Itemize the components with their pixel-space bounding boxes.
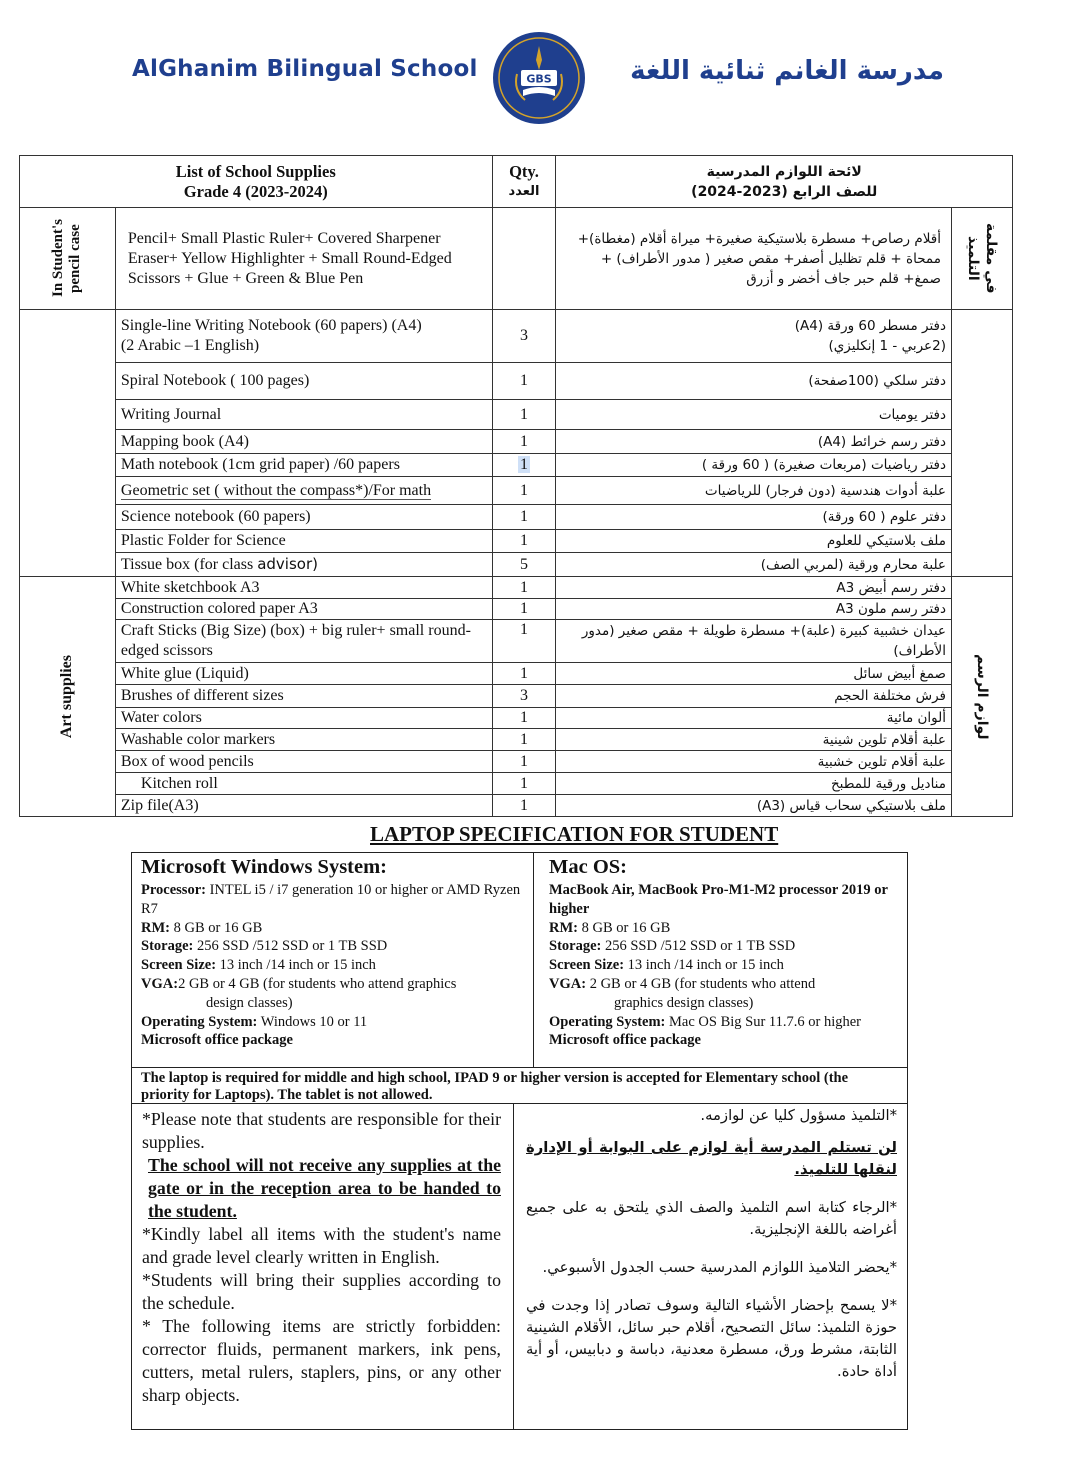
table-row [20,310,1013,363]
general-right-spacer [951,310,1012,577]
notes-box [131,1103,908,1430]
item-ar-line1: دفتر مسطر 60 ورقة (A4) [794,318,946,334]
item-ar-line2: (2عربي - 1 إنكليزي) [828,338,946,354]
school-name-ar: مدرسة الغانم ثنائية اللغة [630,56,944,86]
art-item-en: Water colors [115,708,492,729]
note-en-3: *Kindly label all items with the student's name and grade level clearly written in English. [142,1224,501,1267]
table-row [20,454,1013,477]
art-item-ar: مناديل ورقية للمطبخ [556,773,952,795]
list-title-en: List of School Supplies [175,161,336,181]
item-en-text-b: advisor) [257,555,318,573]
item-en-line1: Single-line Writing Notebook (60 papers) (A4) [120,317,422,334]
item-en-line2: (2 Arabic –1 English) [120,337,260,354]
table-row [20,553,1013,577]
school-name-en: AlGhanim Bilingual School [132,56,478,82]
art-item-en: White sketchbook A3 [115,577,492,599]
art-item-qty: 3 [492,685,556,708]
header-qty-cell [492,156,556,208]
item-en [115,553,492,577]
value: INTEL i5 / i7 generation 10 or higher or AMD Ryzen R7 [141,882,521,917]
item-qty: 1 [492,505,556,530]
art-item-ar: ألوان مائية [556,708,952,729]
art-item-qty: 1 [492,599,556,620]
table-row [20,505,1013,530]
value: 2 GB or 4 GB (for students who attend graphics [178,975,457,992]
item-en-text: Geometric set ( without the compass*)/For math [120,481,432,499]
item-ar: دفتر رياضيات (مربعات صغيرة) ( 60 ورقة ) [556,454,952,477]
win-storage [141,937,533,956]
pencil-case-label-en: In Student's pencil case [50,219,84,298]
table-row [20,685,1013,708]
note-en-1: *Please note that students are responsible for their supplies. [142,1109,501,1152]
list-title-ar: لائحة اللوازم المدرسية [706,163,862,180]
item-en: Writing Journal [115,400,492,430]
art-item-en: Box of wood pencils [115,751,492,773]
art-item-ar: صمغ أبيض سائل [556,663,952,685]
art-item-en: Craft Sticks (Big Size) (box) + big ruler+ small round-edged scissors [115,620,492,663]
pencil-case-items-ar: أقلام رصاص+ مسطرة بلاستيكية صغيرة+ ميراة أقلام (مغطاة)+ ممحاة + قلم تظليل أصفر+ مقص صغير ( مدور الأطراف) + صمغ+ قلم حبر جاف أخضر و أزرق [556,208,952,310]
table-row [20,773,1013,795]
note-ar-3: *الرجاء كتابة اسم التلميذ والصف الذي يلتحق به على جميع أغراضه باللغة الإنجليزية. [526,1199,897,1238]
win-rm [141,919,533,938]
mac-spec [534,853,907,1067]
art-item-en: Zip file(A3) [115,795,492,817]
note-en-4: *Students will bring their supplies according to the schedule. [142,1270,501,1313]
value: 2 GB or 4 GB (for students who attend [586,975,816,992]
note-ar-2: لن تستلم المدرسة أية لوازم على البوابة أو الإدارة لنقلها للتلميذ. [526,1139,897,1178]
art-label-cell [20,577,116,817]
label: VGA: [141,975,179,992]
item-en [115,310,492,363]
label: Storage: [549,938,602,955]
win-processor [141,881,533,919]
art-item-qty: 1 [492,577,556,599]
item-ar: دفتر سلكي (100صفحة) [556,363,952,400]
header-en-cell [20,156,493,208]
item-qty: 1 [492,430,556,454]
table-row [20,751,1013,773]
label: RM: [549,919,578,936]
art-item-qty: 1 [492,620,556,663]
qty-label-en: Qty. [509,161,539,181]
art-label-ar-cell [951,577,1012,817]
art-item-qty: 1 [492,663,556,685]
art-item-en: White glue (Liquid) [115,663,492,685]
label: Operating System: [141,1013,258,1030]
value: Microsoft office package [141,1032,293,1049]
grade-ar: للصف الرابع (2023-2024) [691,183,878,200]
art-item-ar: عيدان خشبية كبيرة (علبة)+ مسطرة طويلة + مقص صغير (مدور الأطراف) [556,620,952,663]
pencil-case-row [20,208,1013,310]
label: Screen Size: [141,957,217,974]
table-row [20,530,1013,553]
value: Mac OS Big Sur 11.7.6 or higher [665,1013,861,1030]
table-row [20,708,1013,729]
pencil-case-label-cell [20,208,116,310]
table-row [20,477,1013,505]
laptop-footer-note: The laptop is required for middle and high school, IPAD 9 or higher version is accepted for Elementary school (the priority for Laptops). The tablet is not allowed. [132,1067,907,1103]
label: Screen Size: [549,957,625,974]
item-en: Science notebook (60 papers) [115,505,492,530]
value: 13 inch /14 inch or 15 inch [216,957,376,974]
art-item-qty: 1 [492,773,556,795]
mac-rm [549,919,907,938]
item-qty: 5 [492,553,556,577]
mac-heading: Mac OS: [549,856,627,878]
value: MacBook Air, MacBook Pro-M1-M2 processor 2019 or higher [549,882,888,917]
art-item-en: Kitchen roll [115,773,492,795]
art-item-qty: 1 [492,708,556,729]
item-ar: دفتر يوميات [556,400,952,430]
value: Windows 10 or 11 [257,1013,368,1030]
mac-vga [549,975,907,994]
table-row [20,363,1013,400]
laptop-spec-box [131,852,908,1104]
art-item-en: Brushes of different sizes [115,685,492,708]
note-ar-1: *التلميذ مسؤول كليا عن لوازمه. [700,1107,897,1124]
art-label-ar: لوازم الرسم [973,653,990,740]
table-row [20,729,1013,751]
pencil-case-items-en: Pencil+ Small Plastic Ruler+ Covered Sharpener Eraser+ Yellow Highlighter + Small Round-Edged Scissors + Glue + Green & Blue Pen [115,208,492,310]
value: 8 GB or 16 GB [170,919,263,936]
item-qty: 1 [492,363,556,400]
item-qty: 1 [492,530,556,553]
win-os [141,1013,533,1032]
item-ar: ملف بلاستيكي للعلوم [556,530,952,553]
art-item-qty: 1 [492,751,556,773]
item-en: Spiral Notebook ( 100 pages) [115,363,492,400]
table-row [20,620,1013,663]
label: VGA: [549,975,587,992]
grade-en: Grade 4 (2023-2024) [183,181,328,201]
art-item-ar: دفتر رسم أبيض A3 [556,577,952,599]
art-item-ar: ملف بلاستيكي سحاب قياس (A3) [556,795,952,817]
notes-en [132,1103,514,1429]
header-ar-cell [556,156,1013,208]
item-en: Math notebook (1cm grid paper) /60 papers [115,454,492,477]
note-en-2: The school will not receive any supplies at the gate or in the reception area to be handed to the student. [148,1155,501,1221]
table-row [20,599,1013,620]
notes-ar [514,1103,907,1429]
note-en-5: * The following items are strictly forbidden: corrector fluids, permanent markers, ink pens, cutters, metal rulers, staplers, pins, or any other sharp objects. [142,1316,501,1405]
art-label-en: Art supplies [58,654,76,739]
label: RM: [141,919,170,936]
label: Storage: [141,938,194,955]
value: 256 SSD /512 SSD or 1 TB SSD [601,938,796,955]
qty-label-ar: العدد [508,183,540,199]
table-row [20,577,1013,599]
table-row [20,663,1013,685]
logo-text: GBS [526,72,552,86]
item-ar [556,310,952,363]
school-logo [491,30,587,126]
win-vga [141,975,533,994]
item-en: Plastic Folder for Science [115,530,492,553]
windows-spec [132,853,534,1067]
mac-os [549,1013,907,1032]
mac-vga-line2: graphics design classes) [614,994,754,1011]
item-en-text: Tissue box (for class [120,556,258,573]
note-ar-5: *لا يسمح بإحضار الأشياء التالية وسوف تصادر إذا وجدت في حوزة التلميذ: سائل التصحيح، أقلام حبر سائل، الأقلام الشينية الثابتة، مشرط ورق، مسطرة معدنية، دباسة و دبابيس، أو أية أداة حادة. [526,1297,897,1380]
art-item-ar: دفتر رسم ملون A3 [556,599,952,620]
pencil-case-label-ar-cell [951,208,1012,310]
item-qty: 1 [492,400,556,430]
mac-processor [549,881,907,919]
win-vga-line2: design classes) [206,994,293,1011]
item-qty: 3 [492,310,556,363]
table-row [20,400,1013,430]
art-item-qty: 1 [492,729,556,751]
pencil-case-label-ar: في مقلمة التلميذ [964,223,999,294]
item-qty: 1 [492,477,556,505]
art-item-en: Washable color markers [115,729,492,751]
mac-office [549,1031,907,1050]
art-item-qty: 1 [492,795,556,817]
value: 13 inch /14 inch or 15 inch [624,957,784,974]
art-item-ar: فرش مختلفة الحجم [556,685,952,708]
value: Microsoft office package [549,1032,701,1049]
general-left-spacer [20,310,116,577]
item-qty [492,454,556,477]
windows-heading: Microsoft Windows System: [141,856,387,878]
table-row [20,430,1013,454]
art-item-ar: علبة أقلام تلوين شينية [556,729,952,751]
mac-storage [549,937,907,956]
item-ar: علبة أدوات هندسية (دون فرجار) للرياضيات [556,477,952,505]
art-item-en: Construction colored paper A3 [115,599,492,620]
value: 256 SSD /512 SSD or 1 TB SSD [193,938,388,955]
value: 8 GB or 16 GB [578,919,671,936]
table-row [20,795,1013,817]
label: Processor: [141,882,206,898]
laptop-spec-title: LAPTOP SPECIFICATION FOR STUDENT [370,822,779,846]
win-screen [141,956,533,975]
art-item-ar: علبة أقلام تلوين خشبية [556,751,952,773]
win-office [141,1031,533,1050]
label: Operating System: [549,1013,666,1030]
item-ar: دفتر علوم ( 60 ورقة) [556,505,952,530]
note-ar-4: *يحضر التلاميذ اللوازم المدرسية حسب الجدول الأسبوعي. [542,1259,897,1276]
item-ar: دفتر رسم خرائط (A4) [556,430,952,454]
supplies-table [19,155,1013,817]
item-qty-highlighted: 1 [519,456,528,473]
item-en [115,477,492,505]
item-en: Mapping book (A4) [115,430,492,454]
table-header-row [20,156,1013,208]
mac-screen [549,956,907,975]
item-ar: علبة محارم ورقية (لمربي الصف) [556,553,952,577]
